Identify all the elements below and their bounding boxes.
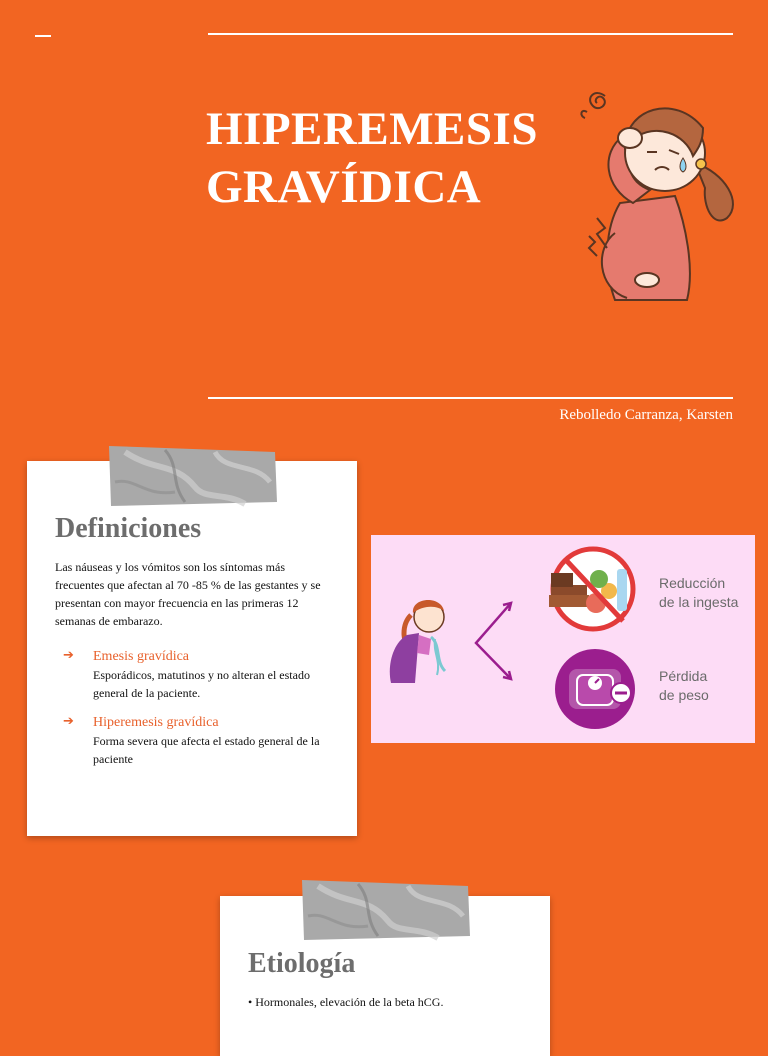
title-line-2: GRAVÍDICA xyxy=(206,161,482,213)
definitions-heading: Definiciones xyxy=(55,513,202,544)
vomiting-girl-icon xyxy=(390,600,445,683)
weight-loss-label xyxy=(659,667,709,705)
infographic-graphics xyxy=(371,535,755,743)
etiology-list xyxy=(248,993,443,1011)
definition-item-desc: Esporádicos, matutinos y no alteran el estado general de la paciente. xyxy=(93,668,310,700)
arrow-right-icon: ➔ xyxy=(63,714,74,729)
weight-loss-line2: de peso xyxy=(659,687,709,703)
intake-reduction-line2: de la ingesta xyxy=(659,594,739,610)
intake-reduction-line1: Reducción xyxy=(659,575,726,591)
etiology-heading: Etiología xyxy=(248,948,356,979)
definitions-intro: Las náuseas y los vómitos son los síntomas más frecuentes que afectan al 70 -85 % de las gestantes y se presentan con mayor frecuencia en las primeras 12 semanas de embarazo. xyxy=(55,560,321,628)
bottom-divider xyxy=(208,397,733,399)
author-name: Rebolledo Carranza, Karsten xyxy=(559,407,733,423)
tape-strip-decoration xyxy=(298,876,473,944)
tape-strip-decoration xyxy=(105,442,280,510)
corner-dash xyxy=(35,35,51,37)
branch-arrows xyxy=(476,603,511,679)
arrow-right-icon: ➔ xyxy=(63,648,74,663)
definition-item-hiperemesis xyxy=(63,714,329,768)
nauseous-pregnant-woman-illustration xyxy=(575,78,740,303)
page-title xyxy=(206,100,538,216)
definition-item-title: Hiperemesis gravídica xyxy=(93,715,219,730)
weight-loss-line1: Pérdida xyxy=(659,668,708,684)
definition-item-desc: Forma severa que afecta el estado general de la paciente xyxy=(93,734,320,766)
no-food-icon xyxy=(549,549,633,629)
nausea-effects-infographic xyxy=(371,535,755,743)
intake-reduction-label xyxy=(659,574,738,612)
definition-item-emesis xyxy=(63,648,329,702)
definitions-card xyxy=(27,461,357,836)
top-divider xyxy=(208,33,733,35)
definition-item-title: Emesis gravídica xyxy=(93,649,190,664)
etiology-item: • Hormonales, elevación de la beta hCG. xyxy=(248,995,444,1009)
title-line-1: HIPEREMESIS xyxy=(206,103,538,155)
weight-scale-icon xyxy=(555,649,635,729)
